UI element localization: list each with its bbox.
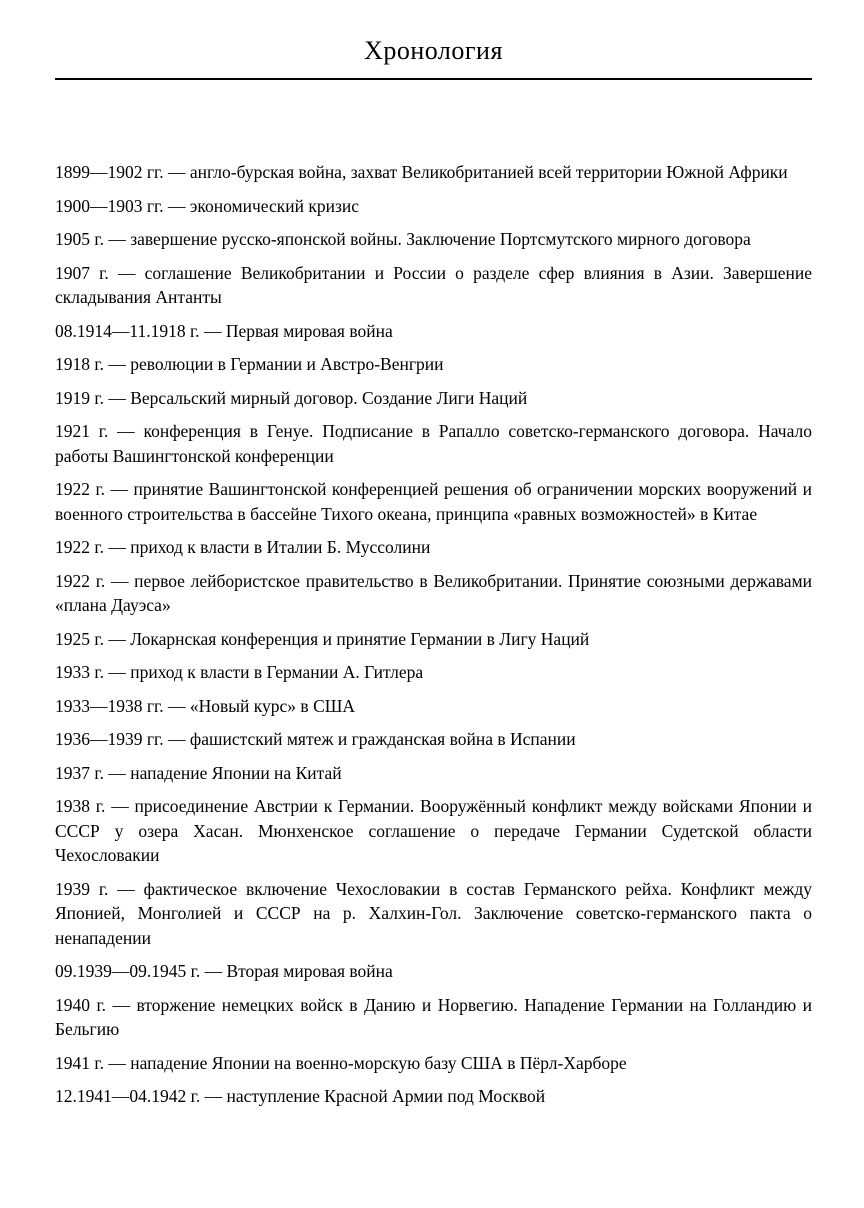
chronology-entry: [55, 319, 812, 344]
chronology-entry: [55, 794, 812, 868]
entry-date: 1933 г.: [55, 662, 104, 682]
chronology-entry: [55, 1051, 812, 1076]
entry-text: — фактическое включение Чехословакии в состав Германского рейха. Конфликт между Японией, Монголией и СССР на р. Халхин-Гол. Заключение советско-германского пакта о ненападении: [55, 878, 812, 948]
entry-text: — завершение русско-японской войны. Заключение Портсмутского мирного договора: [103, 229, 751, 249]
chronology-entry: [55, 261, 812, 310]
entry-date: 08.1914—11.1918 г.: [55, 320, 200, 341]
chronology-entry: [55, 727, 812, 752]
chronology-entry: [55, 993, 812, 1042]
entry-date: 1933—1938 гг.: [55, 695, 164, 716]
chronology-entry: [55, 419, 812, 468]
entry-date: 1941 г.: [55, 1052, 104, 1073]
entry-date: 1907 г.: [55, 262, 109, 283]
chronology-entry: [55, 627, 812, 652]
entry-date: 1922 г.: [55, 570, 106, 591]
entry-text: — Локарнская конференция и принятие Германии в Лигу Наций: [103, 628, 590, 649]
entry-date: 09.1939—09.1945 г.: [55, 961, 201, 981]
entry-text: — конференция в Генуе. Подписание в Рапалло советско-германского договора. Начало работы Вашингтонской конференции: [55, 421, 812, 466]
entry-date: 1925 г.: [55, 628, 104, 649]
chronology-entry: [55, 477, 812, 526]
entry-text: — Вторая мировая война: [200, 961, 393, 981]
entry-date: 1938 г.: [55, 796, 106, 816]
chronology-entry: [55, 194, 812, 219]
chronology-entry: [55, 160, 812, 185]
entry-date: 1905 г.: [55, 229, 104, 249]
title-rule: [55, 78, 812, 80]
chronology-list: [55, 160, 812, 1109]
entry-date: 1939 г.: [55, 878, 109, 899]
entry-date: 1918 г.: [55, 354, 104, 374]
chronology-entry: [55, 877, 812, 951]
chronology-entry: [55, 227, 812, 252]
entry-date: 1936—1939 гг.: [55, 729, 164, 749]
entry-date: 1922 г.: [55, 479, 106, 499]
chronology-entry: [55, 694, 812, 719]
entry-text: — соглашение Великобритании и России о разделе сфер влияния в Азии. Завершение складывания Антанты: [55, 262, 812, 307]
entry-date: 1919 г.: [55, 387, 104, 408]
entry-text: — наступление Красной Армии под Москвой: [200, 1086, 546, 1106]
page-title: Хронология: [364, 36, 503, 65]
chronology-entry: [55, 1084, 812, 1109]
chronology-entry: [55, 535, 812, 560]
chronology-entry: [55, 660, 812, 685]
entry-text: — принятие Вашингтонской конференцией решения об ограничении морских вооружений и военного строительства в бассейне Тихого океана, принципа «равных возможностей» в Китае: [55, 479, 812, 524]
entry-text: — присоединение Австрии к Германии. Вооружённый конфликт между войсками Японии и СССР у озера Хасан. Мюнхенское соглашение о передаче Германии Судетской области Чехословакии: [55, 796, 812, 865]
entry-date: 12.1941—04.1942 г.: [55, 1086, 201, 1106]
entry-date: 1937 г.: [55, 762, 104, 783]
chronology-entry: [55, 959, 812, 984]
entry-date: 1921 г.: [55, 421, 109, 441]
entry-text: — Версальский мирный договор. Создание Лиги Наций: [103, 387, 528, 408]
entry-text: — первое лейбористское правительство в Великобритании. Принятие союзными державами «плана Дауэса»: [55, 570, 812, 615]
entry-date: 1900—1903 гг.: [55, 195, 164, 216]
entry-text: — приход к власти в Италии Б. Муссолини: [103, 537, 431, 557]
entry-text: — «Новый курс» в США: [163, 695, 356, 716]
entry-text: — нападение Японии на Китай: [103, 762, 342, 783]
entry-text: — Первая мировая война: [199, 320, 393, 341]
chronology-entry: [55, 569, 812, 618]
entry-date: 1922 г.: [55, 537, 104, 557]
entry-text: — вторжение немецких войск в Данию и Норвегию. Нападение Германии на Голландию и Бельгию: [55, 994, 812, 1039]
entry-text: — фашистский мятеж и гражданская война в Испании: [163, 729, 576, 749]
chronology-entry: [55, 386, 812, 411]
entry-text: — экономический кризис: [163, 195, 360, 216]
entry-text: — нападение Японии на военно-морскую базу США в Пёрл-Харборе: [103, 1052, 627, 1073]
entry-date: 1899—1902 гг.: [55, 162, 164, 182]
chronology-entry: [55, 352, 812, 377]
entry-date: 1940 г.: [55, 994, 107, 1015]
entry-text: — приход к власти в Германии А. Гитлера: [103, 662, 424, 682]
chronology-entry: [55, 761, 812, 786]
entry-text: — революции в Германии и Австро-Венгрии: [103, 354, 444, 374]
entry-text: — англо-бурская война, захват Великобританией всей территории Южной Африки: [163, 162, 788, 182]
